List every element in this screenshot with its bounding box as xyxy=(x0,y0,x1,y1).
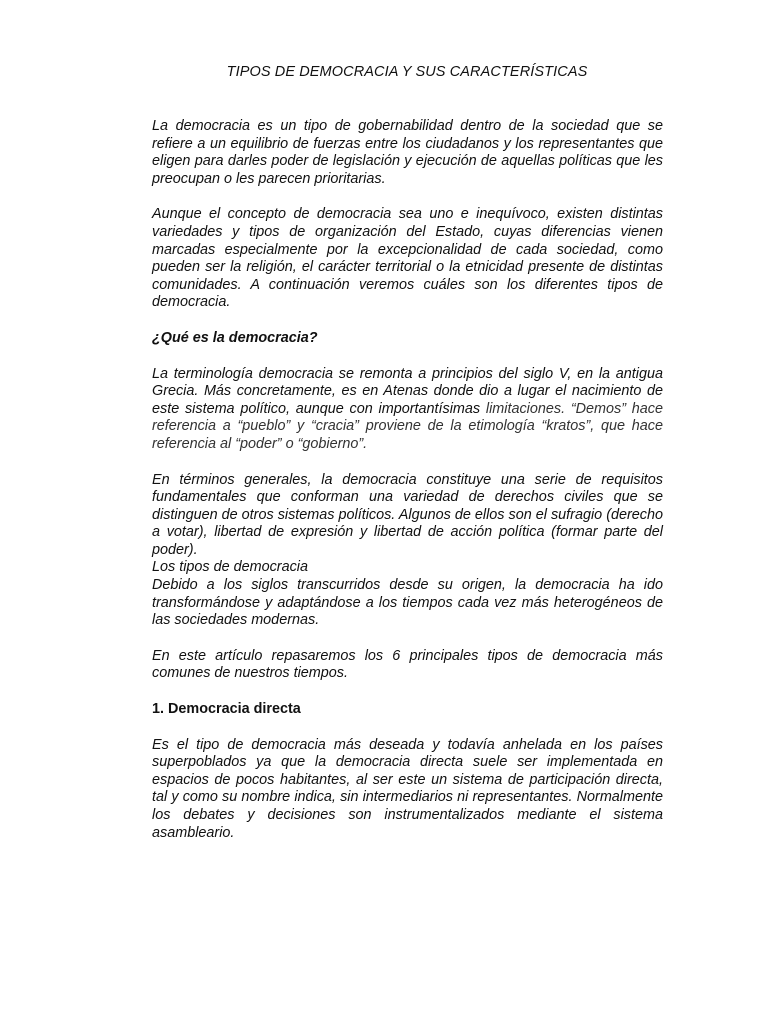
paragraph-origen-part-b: limitaciones. “Demos” hace referencia a “pueblo” y “cracia” proviene de la etimología “kratos”, que hace referencia al “poder” o “gobierno”. xyxy=(152,400,664,452)
paragraph-directa: Es el tipo de democracia más deseada y todavía anhelada en los países superpoblados ya que la democracia directa suele ser implementada en espacios de pocos habitantes, al ser este un sistema de participación directa, tal y como su nombre indica, sin intermediarios ni representantes. Normalmente los debates y decisiones son instrumentalizados mediante el sistema asambleario. xyxy=(152,736,663,841)
paragraph-debido: Debido a los siglos transcurridos desde su origen, la democracia ha ido transformándose y adaptándose a los tiempos cada vez más heterogéneos de las sociedades modernas. xyxy=(152,577,663,629)
paragraph-articulo: En este artículo repasaremos los 6 principales tipos de democracia más comunes de nuestros tiempos. xyxy=(152,647,663,682)
paragraph-los-tipos: Los tipos de democracia xyxy=(152,559,308,576)
paragraph-origen-part-a: La terminología democracia se remonta a principios del siglo V, en la antigua Grecia. Más concretamente, es en Atenas donde dio a lugar el nacimiento de este sistema político, aunque con importantísimas xyxy=(152,365,663,417)
document-body xyxy=(152,118,663,860)
heading-que-es-democracia: ¿Qué es la democracia? xyxy=(152,329,318,346)
paragraph-terminos: En términos generales, la democracia constituye una serie de requisitos fundamentales que conforman una variedad de derechos civiles que se distinguen de otros sistemas políticos. Algunos de ellos son el sufragio (derecho a votar), libertad de expresión y libertad de acción política (formar parte del poder). xyxy=(152,471,663,558)
heading-democracia-directa: 1. Democracia directa xyxy=(152,701,301,718)
paragraph-intro-1: La democracia es un tipo de gobernabilidad dentro de la sociedad que se refiere a un equilibrio de fuerzas entre los ciudadanos y los representantes que eligen para darles poder de legislación y ejecución de aquellas políticas que les preocupan o les parecen prioritarias. xyxy=(152,118,663,187)
paragraph-origen xyxy=(152,366,663,454)
document-title: TIPOS DE DEMOCRACIA Y SUS CARACTERÍSTICAS xyxy=(226,64,588,80)
paragraph-intro-2: Aunque el concepto de democracia sea uno e inequívoco, existen distintas variedades y tipos de organización del Estado, cuyas diferencias vienen marcadas especialmente por la excepcionalidad de cada sociedad, como pueden ser la religión, el carácter territorial o la etnicidad presente de distintas comunidades. A continuación veremos cuáles son los diferentes tipos de democracia. xyxy=(152,206,663,311)
